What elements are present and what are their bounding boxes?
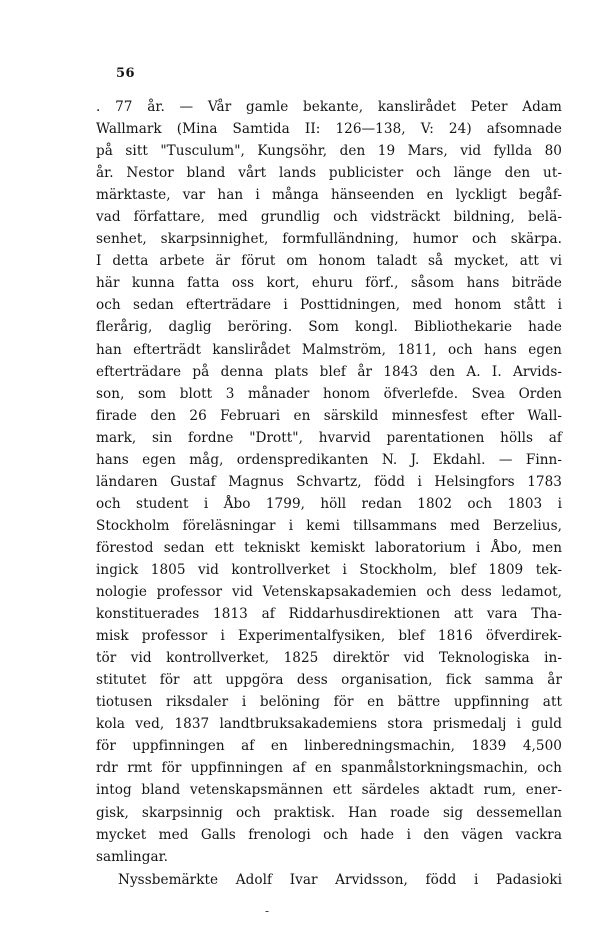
- text-line: förestod sedan ett tekniskt kemiskt laboratorium i Åbo, men: [96, 539, 562, 556]
- text-line: stitutet för att uppgöra dess organisation, fick samma år: [96, 672, 562, 689]
- text-line: konstituerades 1813 af Riddarhusdirektionen att vara Tha-: [96, 606, 562, 623]
- text-line: efterträdare på denna plats blef år 1843 den A. I. Arvids-: [96, 363, 562, 380]
- text-line: firade den 26 Februari en särskild minnesfest efter Wall-: [96, 407, 562, 424]
- text-line: ländaren Gustaf Magnus Schvartz, född i Helsingfors 1783: [96, 473, 562, 490]
- text-line: på sitt "Tusculum", Kungsöhr, den 19 Mars, vid fyllda 80: [96, 143, 562, 160]
- text-line: intog bland vetenskapsmännen ett särdeles aktadt rum, ener-: [96, 782, 562, 799]
- text-line: ingick 1805 vid kontrollverket i Stockholm, blef 1809 tek-: [96, 561, 562, 578]
- text-line: I detta arbete är förut om honom taladt så mycket, att vi: [96, 253, 562, 270]
- text-line: hans egen måg, ordenspredikanten N. J. Ekdahl. — Finn-: [96, 451, 562, 468]
- text-line: misk professor i Experimentalfysiken, blef 1816 öfverdirek-: [96, 628, 562, 645]
- text-line: mycket med Galls frenologi och hade i den vägen vackra: [96, 826, 562, 843]
- text-line: flerårig, daglig beröring. Som kongl. Bibliothekarie hade: [96, 319, 562, 336]
- text-line: tiotusen riksdaler i belöning för en bättre uppfinning att: [96, 694, 562, 711]
- text-line: senhet, skarpsinnighet, formfulländning, humor och skärpa.: [96, 231, 562, 248]
- bottom-mark: -: [265, 904, 270, 918]
- text-line: Stockholm föreläsningar i kemi tillsammans med Berzelius,: [96, 517, 562, 534]
- text-line: son, som blott 3 månader honom öfverlefde. Svea Orden: [96, 385, 562, 402]
- text-line: nologie professor vid Vetenskapsakademien och dess ledamot,: [96, 584, 562, 601]
- text-line: Wallmark (Mina Samtida II: 126—138, V: 24) afsomnade: [96, 121, 562, 138]
- text-line: han efterträdt kanslirådet Malmström, 1811, och hans egen: [96, 341, 562, 358]
- text-line: här kunna fatta oss kort, ehuru förf., såsom hans biträde: [96, 275, 562, 292]
- text-line: vad författare, med grundlig och vidsträckt bildning, belä-: [96, 209, 562, 226]
- text-line: . 77 år. — Vår gamle bekante, kanslirådet Peter Adam: [96, 99, 562, 115]
- text-line: och student i Åbo 1799, höll redan 1802 och 1803 i: [96, 495, 562, 512]
- body-text: [96, 96, 562, 891]
- text-line: gisk, skarpsinnig och praktisk. Han roade sig dessemellan: [96, 804, 562, 821]
- page-number: 56: [116, 66, 136, 81]
- text-line: Nyssbemärkte Adolf Ivar Arvidsson, född i Padasioki: [118, 871, 562, 888]
- text-line: för uppfinningen af en linberedningsmachin, 1839 4,500: [96, 738, 562, 755]
- text-line: och sedan efterträdare i Posttidningen, med honom stått i: [96, 297, 562, 314]
- text-line: mark, sin fordne "Drott", hvarvid parentationen hölls af: [96, 429, 562, 446]
- text-line: rdr rmt för uppfinningen af en spanmålstorkningsmachin, och: [96, 760, 562, 777]
- text-line: samlingar.: [96, 848, 169, 865]
- text-line: märktaste, var han i många hänseenden en lyckligt begåf-: [96, 187, 562, 204]
- text-line: kola ved, 1837 landtbruksakademiens stora prismedalj i guld: [96, 716, 562, 733]
- text-line: år. Nestor bland vårt lands publicister och länge den ut-: [96, 165, 562, 182]
- text-line: tör vid kontrollverket, 1825 direktör vid Teknologiska in-: [96, 650, 562, 667]
